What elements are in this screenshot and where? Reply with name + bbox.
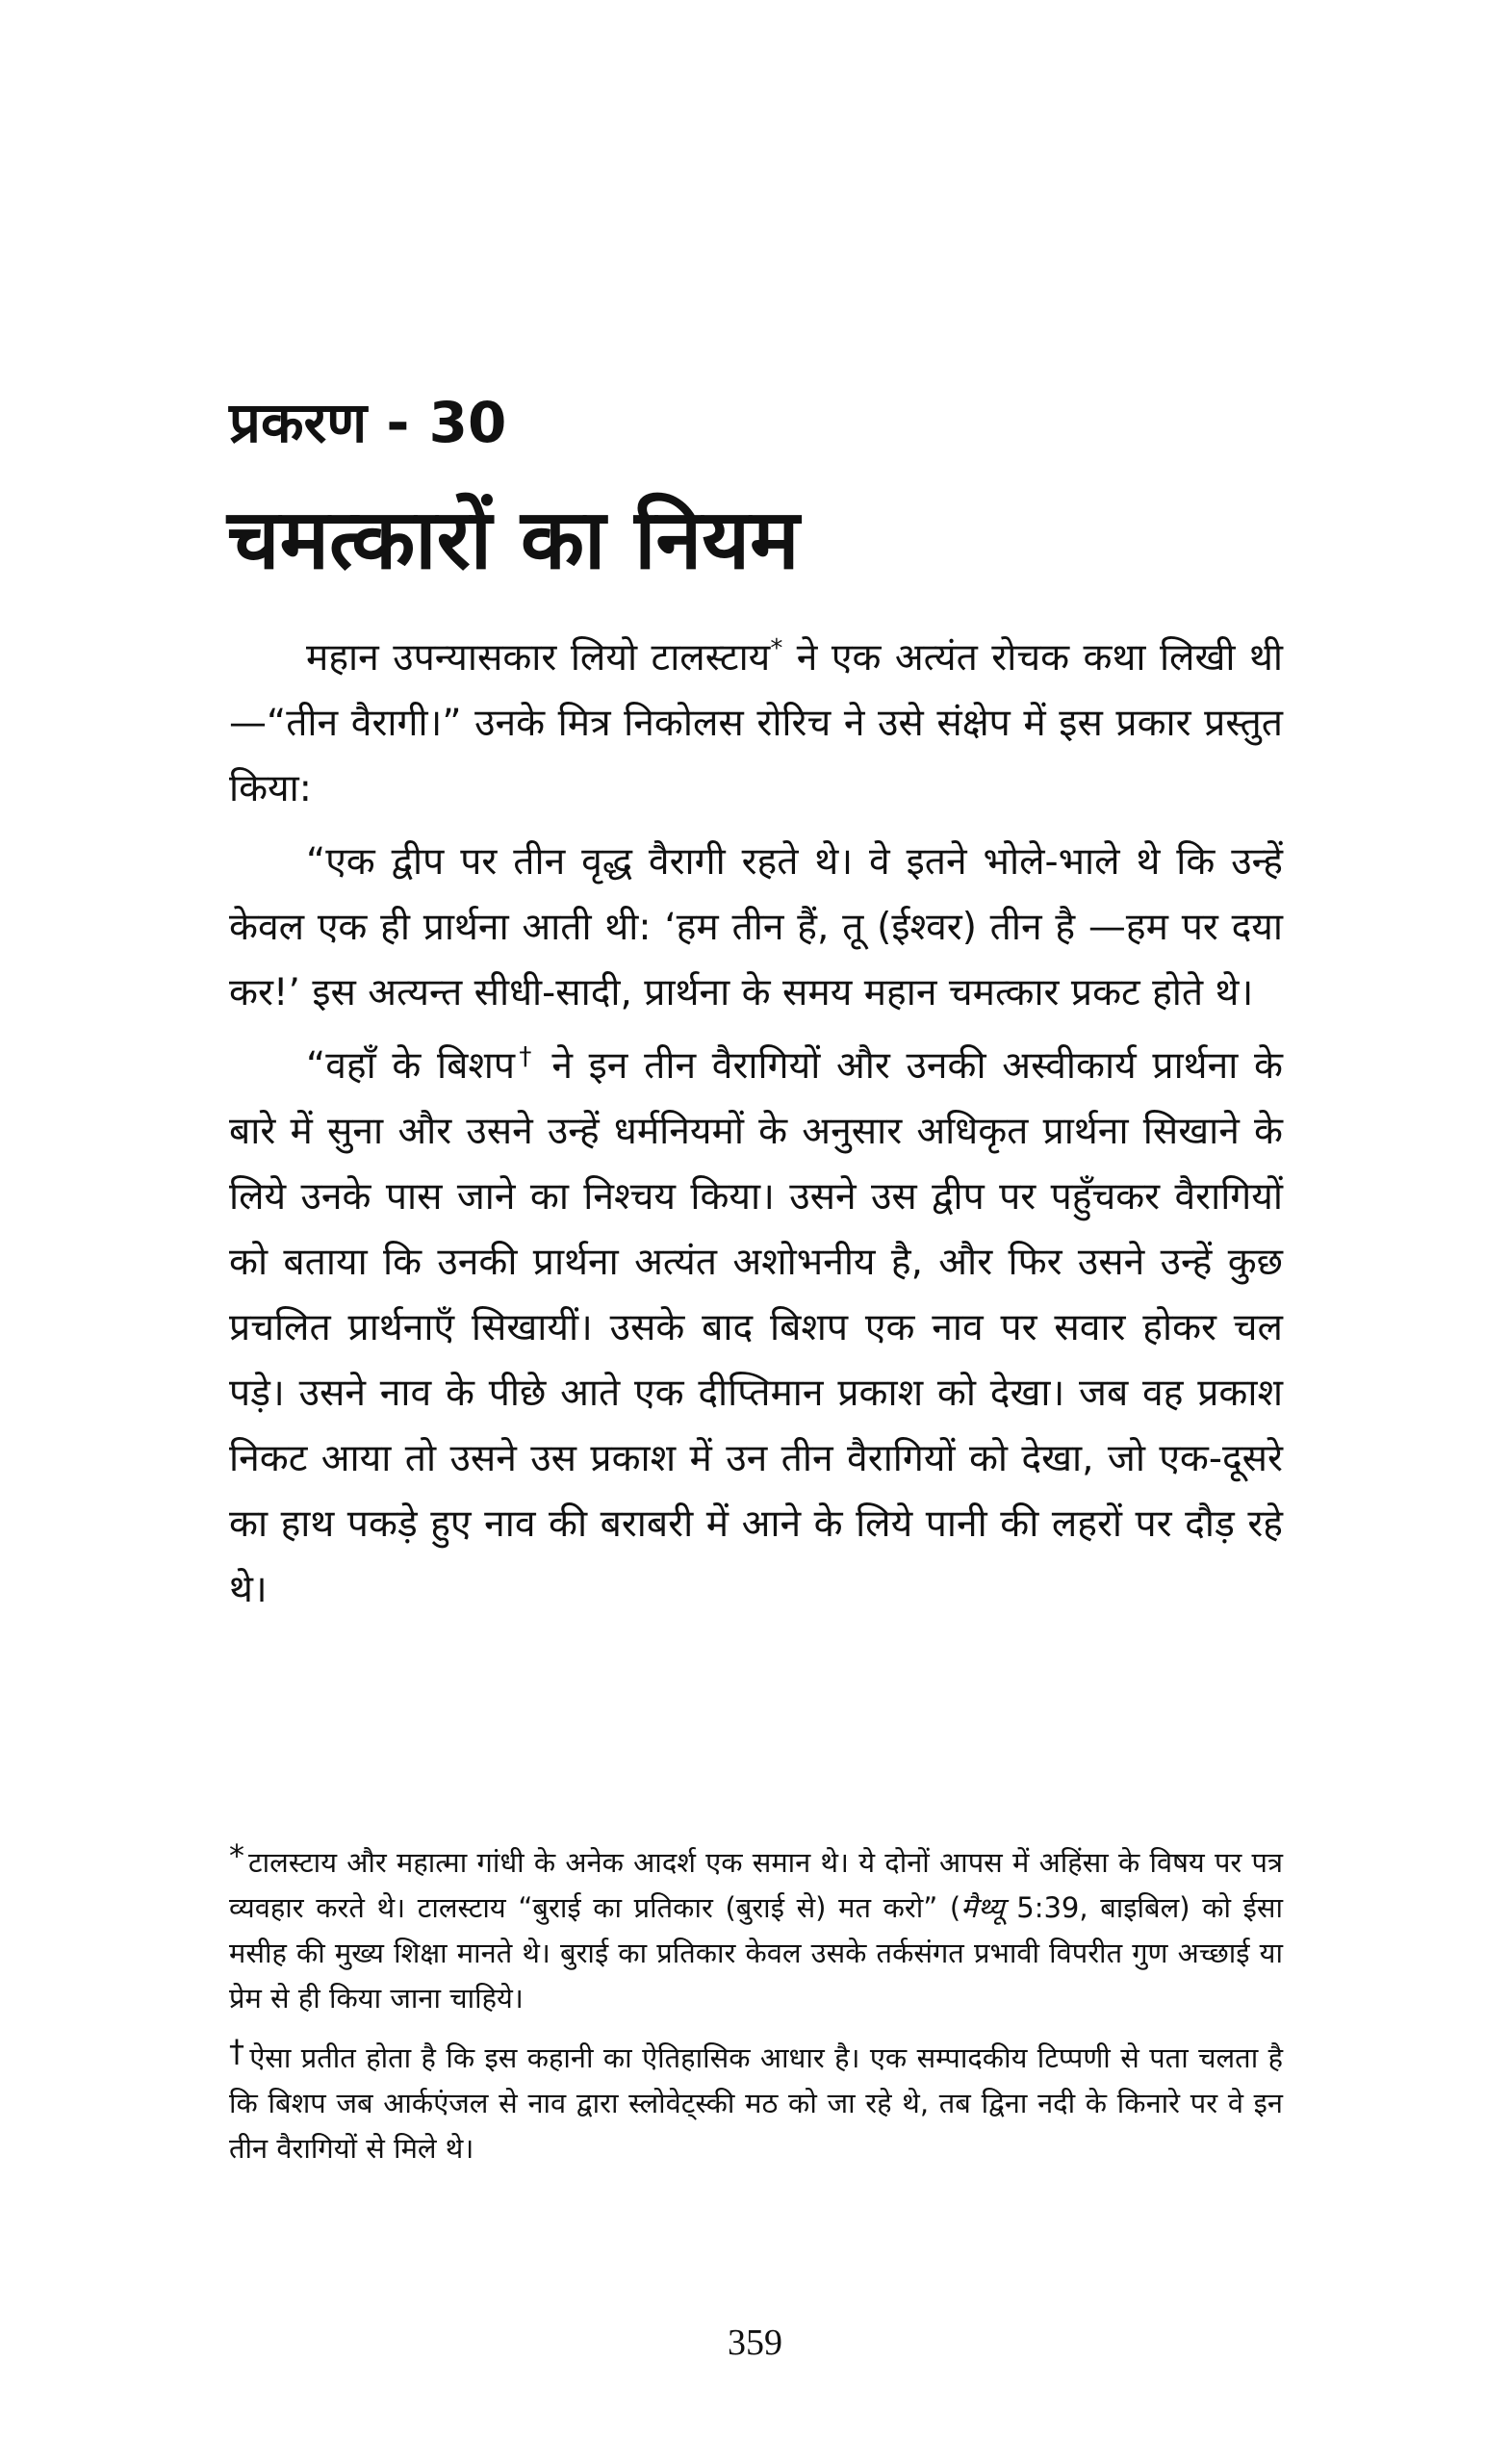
footnote-mark: †	[229, 2033, 246, 2069]
chapter-title: चमत्कारों का नियम	[227, 492, 800, 588]
paragraph-text: “वहाँ के बिशप	[306, 1044, 516, 1088]
paragraph-text: “एक द्वीप पर तीन वृद्ध वैरागी रहते थे। वे इतने भोले-भाले थे कि उन्हें केवल एक ही प्रार्थना आती थी: ‘हम तीन हैं, तू (ईश्वर) तीन है —हम पर दया कर!’ इस अत्यन्त सीधी-सादी, प्रार्थना के समय महान चमत्कार प्रकट होते थे।	[229, 840, 1283, 1014]
paragraph	[229, 830, 1283, 1026]
footnote	[229, 2029, 1283, 2171]
footnote-reference: †	[515, 1042, 536, 1071]
footnote-reference: *	[770, 634, 783, 663]
paragraph-text: ने एक अत्यंत रोचक कथा लिखी थी—“तीन वैरागी।” उनके मित्र निकोलस रोरिच ने उसे संक्षेप में इस प्रकार प्रस्तुत किया:	[229, 636, 1283, 810]
footnotes	[229, 1834, 1283, 2179]
footnote-mark: *	[229, 1837, 244, 1874]
footnote-text: 5:39, बाइबिल) को ईसा मसीह की मुख्य शिक्षा मानते थे। बुराई का प्रतिकार केवल उसके तर्कसंगत प्रभावी विपरीत गुण अच्छाई या प्रेम से ही किया जाना चाहिये।	[229, 1891, 1284, 2015]
paragraph-text: महान उपन्यासकार लियो टालस्टाय	[306, 636, 771, 680]
paragraph	[229, 1034, 1283, 1623]
footnote-text: टालस्टाय और महात्मा गांधी के अनेक आदर्श एक समान थे। ये दोनों आपस में अहिंसा के विषय पर पत्र व्यवहार करते थे। टालस्टाय “बुराई का प्रतिकार (बुराई से) मत करो” (	[229, 1846, 1283, 1924]
body-text	[229, 626, 1283, 1630]
footnote-text: ऐसा प्रतीत होता है कि इस कहानी का ऐतिहासिक आधार है। एक सम्पादकीय टिप्पणी से पता चलता है कि बिशप जब आर्कएंजल से नाव द्वारा स्लोवेट्स्की मठ को जा रहे थे, तब द्विना नदी के किनारे पर वे इन तीन वैरागियों से मिले थे।	[229, 2041, 1284, 2165]
footnote	[229, 1834, 1283, 2021]
chapter-label: प्रकरण - 30	[229, 390, 507, 455]
page-number: 359	[728, 2323, 782, 2363]
paragraph-text: ने इन तीन वैरागियों और उनकी अस्वीकार्य प्रार्थना के बारे में सुना और उसने उन्हें धर्मनियमों के अनुसार अधिकृत प्रार्थना सिखाने के लिये उनके पास जाने का निश्चय किया। उसने उस द्वीप पर पहुँचकर वैरागियों को बताया कि उनकी प्रार्थना अत्यंत अशोभनीय है, और फिर उसने उन्हें कुछ प्रचलित प्रार्थनाएँ सिखायीं। उसके बाद बिशप एक नाव पर सवार होकर चल पड़े। उसने नाव के पीछे आते एक दीप्तिमान प्रकाश को देखा। जब वह प्रकाश निकट आया तो उसने उस प्रकाश में उन तीन वैरागियों को देखा, जो एक-दूसरे का हाथ पकड़े हुए नाव की बराबरी में आने के लिये पानी की लहरों पर दौड़ रहे थे।	[229, 1044, 1283, 1611]
paragraph	[229, 626, 1283, 822]
footnote-italic-text: मैथ्यू	[960, 1891, 1005, 1924]
